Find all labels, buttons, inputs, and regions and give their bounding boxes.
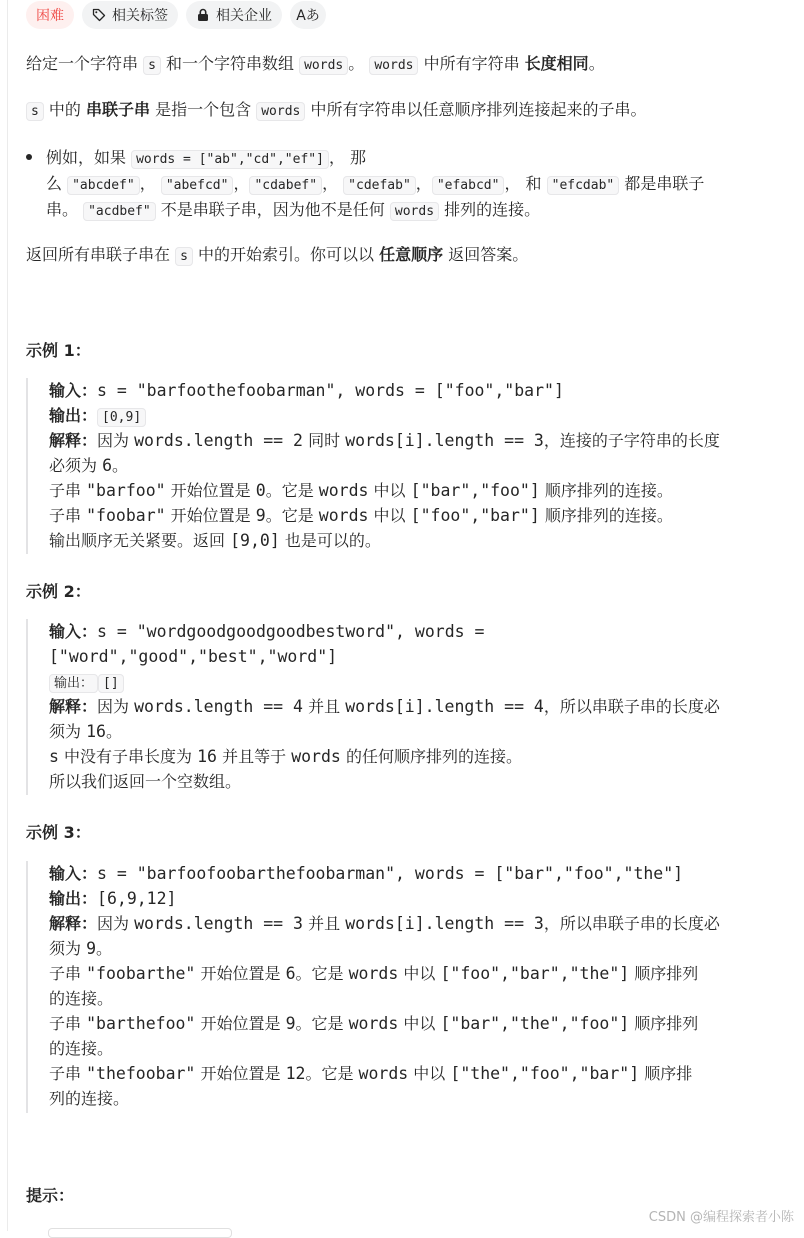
inline-code: s <box>26 102 44 121</box>
example-1-title: 示例 1： <box>26 341 91 360</box>
related-tags-label: 相关标签 <box>112 8 168 24</box>
watermark: CSDN @编程探索者小陈 <box>648 1210 794 1225</box>
example-3-title: 示例 3： <box>26 823 91 842</box>
inline-code: words <box>369 56 418 75</box>
return-paragraph: 返回所有串联子串在 s 中的开始索引。你可以以 任意顺序 返回答案。 <box>26 245 529 264</box>
example-1-block: 输入：s = "barfoothefoobarman", words = ["foo","bar"] 输出： [0,9] 解释：因为 words.length == 2 同时 words[i].length == 3，连接的子字符串的长度 必须为 6。 子串 "barfoo" 开始位置是 0。它是 words 中以 ["bar","foo"] 顺序排列的连接。 子串 "foobar" 开始位置是 9。它是 words 中以 ["foo","bar"] 顺序排列的连接。 输出顺序无关紧要。返回 [9,0] 也是可以的。 <box>26 378 792 554</box>
related-companies-button[interactable] <box>186 1 282 29</box>
example-bullet: 例如，如果 words = ["ab","cd","ef"] ， 那 么 "abcdef" ， "abefcd" ， "cdabef" ， "cdefab" ， "efabcd" ， 和 "efcdab" 都是串联子 串。 "acdbef" 不是串联子串，因为他不是任何 words 排列的连接。 <box>46 148 705 219</box>
difficulty-label: 困难 <box>36 8 64 24</box>
example-2-block: 输入：s = "wordgoodgoodgoodbestword", words = ["word","good","best","word"] 输出： [] 解释：因为 words.length == 4 并且 words[i].length == 4，所以串联子串的长度必 须为 16。 s 中没有子串长度为 16 并且等于 words 的任何顺序排列的连接。 所以我们返回一个空数组。 <box>26 619 792 795</box>
related-companies-label: 相关企业 <box>216 8 272 24</box>
hint-code-box <box>48 1228 232 1238</box>
bullet-dot <box>26 154 32 160</box>
intro-paragraph-2: s 中的 串联子串 是指一个包含 words 中所有字符串以任意顺序排列连接起来的子串。 <box>26 97 646 124</box>
translate-icon: Aあ <box>296 8 320 24</box>
example-3-block: 输入：s = "barfoofoobarthefoobarman", words = ["bar","foo","the"] 输出：[6,9,12] 解释：因为 words.length == 3 并且 words[i].length == 3，所以串联子串的长度必 须为 9。 子串 "foobarthe" 开始位置是 6。它是 words 中以 ["foo","bar","the"] 顺序排列 的连接。 子串 "barthefoo" 开始位置是 9。它是 words 中以 ["bar","the","foo"] 顺序排列 的连接。 子串 "thefoobar" 开始位置是 12。它是 words 中以 ["the","foo","bar"] 顺序排 列的连接。 <box>26 861 792 1113</box>
related-tags-button[interactable] <box>82 1 178 29</box>
hints-title: 提示： <box>26 1186 75 1205</box>
lock-icon <box>196 8 210 22</box>
example-2-title: 示例 2： <box>26 582 91 601</box>
intro-paragraph-1: 给定一个字符串 s 和一个字符串数组 words 。 words 中所有字符串 长度相同。 <box>26 54 605 73</box>
tag-icon <box>92 8 106 22</box>
inline-code: s <box>143 56 161 75</box>
left-divider <box>7 0 8 1231</box>
difficulty-badge <box>26 1 74 29</box>
tag-bar <box>26 1 326 29</box>
translate-button[interactable] <box>290 1 326 29</box>
inline-code: words <box>299 56 348 75</box>
inline-code: words <box>256 102 305 121</box>
